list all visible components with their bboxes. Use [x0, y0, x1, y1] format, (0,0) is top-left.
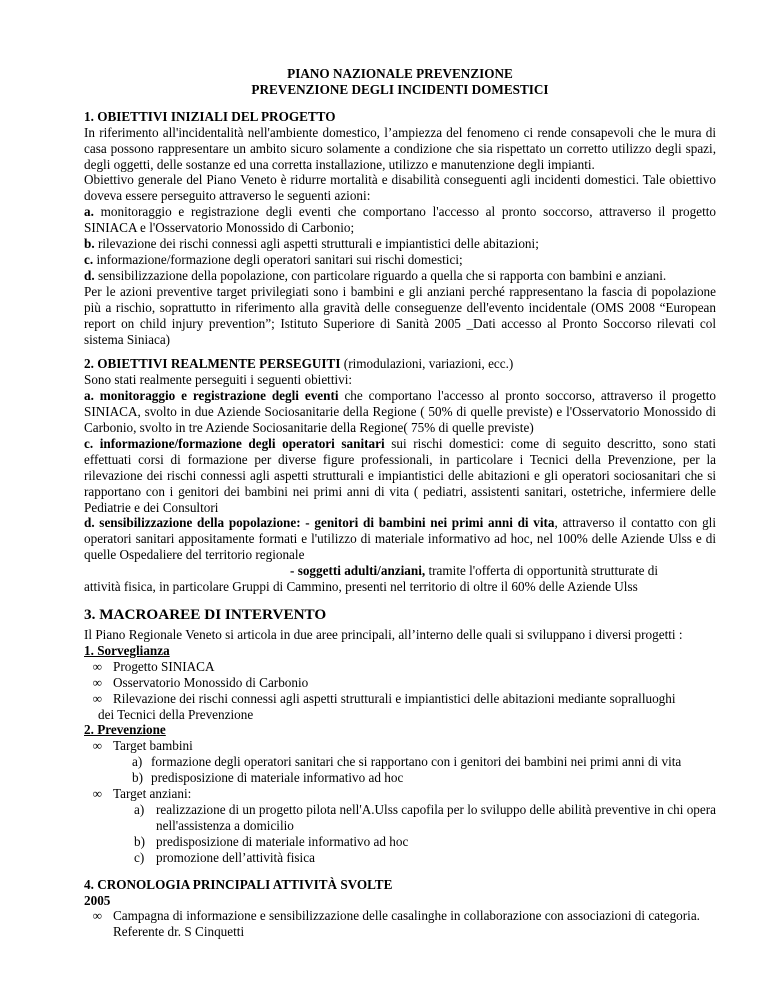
area1-heading: 1. Sorveglianza	[84, 642, 170, 658]
section4-year: 2005	[84, 892, 111, 908]
target-anziani-item-c	[134, 850, 716, 866]
objective-c-bold: c. informazione/formazione degli operatori sanitari	[84, 435, 385, 451]
target-bambini	[84, 738, 716, 754]
section2-objective-a	[84, 388, 716, 436]
action-b-label: b.	[84, 236, 95, 252]
section2-adulti-cont: attività fisica, in particolare Gruppi di Cammino, presenti nel territorio di oltre il 60% delle Aziende Ulss	[84, 579, 638, 595]
action-d-label: d.	[84, 267, 95, 283]
area1-item-text: Osservatorio Monossido di Carbonio	[113, 674, 309, 690]
target-anziani-item-b	[134, 834, 716, 850]
area1-item-rilevazione	[84, 691, 716, 707]
section2-heading: 2. OBIETTIVI REALMENTE PERSEGUITI	[84, 356, 341, 372]
section2-objective-c	[84, 436, 716, 516]
section2-intro: Sono stati realmente perseguiti i seguenti obiettivi:	[84, 372, 353, 388]
adulti-text: tramite l'offerta di opportunità strutturate di	[425, 563, 659, 579]
area1-item-text: Progetto SINIACA	[113, 658, 215, 674]
target-anziani	[84, 786, 716, 802]
item-label: a)	[134, 801, 145, 817]
area1-item-siniaca	[84, 659, 716, 675]
section1-paragraph2: Obiettivo generale del Piano Veneto è ridurre mortalità e disabilità conseguenti agli incidenti domestici. Tale obiettivo doveva essere perseguito attraverso le seguenti azioni:	[84, 172, 716, 204]
section1-heading: 1. OBIETTIVI INIZIALI DEL PROGETTO	[84, 108, 336, 124]
item-label: c)	[134, 849, 145, 865]
objective-a-bold: a. monitoraggio e registrazione degli eventi	[84, 388, 339, 404]
infinity-bullet-icon: ∞	[92, 690, 102, 706]
action-b-text: rilevazione dei rischi connessi agli aspetti strutturali e impiantistici delle abitazioni;	[94, 236, 539, 252]
action-d-text: sensibilizzazione della popolazione, con particolare riguardo a quella che si rapporta con bambini e anziani.	[94, 267, 667, 283]
item-text: predisposizione di materiale informativo ad hoc	[156, 833, 409, 849]
objective-a-text: che comportano l'accesso al pronto soccorso, attraverso il progetto SINIACA, svolto in due Aziende Sociosanitarie della Regione ( 50% di quelle previste) e l'Osservatorio Monossido di Carbonio, svolto in tre Aziende Sociosanitarie della Regione( 75% di quelle previste)	[84, 388, 716, 436]
area1-item-osservatorio	[84, 675, 716, 691]
target-bambini-item-b	[132, 770, 716, 786]
section1-action-d	[84, 268, 716, 284]
action-a-text: monitoraggio e registrazione degli eventi che comportano l'accesso al pronto soccorso, attraverso il progetto SINIACA e l'Osservatorio Monossido di Carbonio;	[84, 204, 716, 236]
doc-title-line1: PIANO NAZIONALE PREVENZIONE	[287, 66, 513, 81]
infinity-bullet-icon: ∞	[92, 786, 102, 802]
target-anziani-label: Target anziani:	[113, 786, 192, 802]
item-text: formazione degli operatori sanitari che si rapportano con i genitori dei bambini nei primi anni di vita	[151, 754, 682, 770]
action-c-label: c.	[84, 251, 94, 267]
document-content	[84, 66, 716, 940]
area2-heading: 2. Prevenzione	[84, 722, 166, 738]
section1-action-b	[84, 236, 716, 252]
section4-item1	[84, 908, 716, 940]
item-text: predisposizione di materiale informativo ad hoc	[151, 770, 404, 786]
section2-heading-line	[84, 356, 716, 372]
section2-objective-d	[84, 515, 716, 563]
section1-paragraph1: In riferimento all'incidentalità nell'ambiente domestico, l’ampiezza del fenomeno ci rende consapevoli che le mura di casa possono rappresentare un ambito sicuro solamente a condizione che sia rispettato un corretto utilizzo degli spazi, degli oggetti, delle sostanze ed una corretta installazione, utilizzo e manutenzione degli impianti.	[84, 124, 716, 172]
objective-d-text: , attraverso il contatto con gli operatori sanitari appositamente formati e l'utilizzo di materiale informativo ad hoc, nel 100% delle Aziende Ulss e di quelle Ospedaliere del territorio regionale	[84, 515, 716, 563]
section1-paragraph3: Per le azioni preventive target privilegiati sono i bambini e gli anziani perché rappresentano la fascia di popolazione più a rischio, soprattutto in riferimento alla gravità delle conseguenze dell'evento incidentale (OMS 2008 “European report on child injury prevention”; Istituto Superiore di Sanità 2005 _Dati accesso al Pronto Soccorso rilevati col sistema Siniaca)	[84, 283, 716, 347]
infinity-bullet-icon: ∞	[92, 738, 102, 754]
section4-heading: 4. CRONOLOGIA PRINCIPALI ATTIVITÀ SVOLTE	[84, 876, 393, 892]
objective-c-text: sui rischi domestici: come di seguito descritto, sono stati effettuati corsi di formazione per diverse figure professionali, in particolare i Tecnici della Prevenzione, per la rilevazione dei rischi connessi agli aspetti strutturali e impiantistici delle abitazioni e gli operatori sociosanitari che si rapportano con i genitori dei bambini nei primi anni di vita ( pediatri, assistenti sanitari, ostetriche, infermiere delle Pediatrie e dei Consultori	[84, 435, 716, 515]
item-label: a)	[132, 754, 143, 770]
adulti-bold: - soggetti adulti/anziani,	[290, 563, 426, 579]
item-text: realizzazione di un progetto pilota nell'A.Ulss capofila per lo sviluppo delle abilità preventive in chi opera nell'assistenza a domicilio	[156, 801, 716, 833]
section3-heading: 3. MACROAREE DI INTERVENTO	[84, 606, 327, 623]
target-bambini-item-a	[132, 754, 716, 770]
item-text: promozione dell’attività fisica	[156, 849, 315, 865]
target-bambini-label: Target bambini	[113, 738, 193, 754]
section1-action-a	[84, 204, 716, 236]
infinity-bullet-icon: ∞	[92, 658, 102, 674]
section4-item1-text: Campagna di informazione e sensibilizzazione delle casalinghe in collaborazione con associazioni di categoria. Referente dr. S Cinquetti	[113, 908, 700, 940]
section3-intro: Il Piano Regionale Veneto si articola in due aree principali, all’interno delle quali si sviluppano i diversi progetti :	[84, 627, 683, 642]
item-label: b)	[134, 833, 145, 849]
infinity-bullet-icon: ∞	[92, 674, 102, 690]
section2-adulti-line	[84, 563, 716, 579]
target-anziani-item-a	[134, 802, 716, 834]
section1-action-c	[84, 252, 716, 268]
objective-d-bold: d. sensibilizzazione della popolazione: - genitori di bambini nei primi anni di vita	[84, 515, 555, 531]
item-label: b)	[132, 770, 143, 786]
action-a-label: a.	[84, 204, 94, 220]
area1-item-text: Rilevazione dei rischi connessi agli aspetti strutturali e impiantistici delle abitazioni mediante sopralluoghi	[113, 690, 676, 706]
doc-title-line2: PREVENZIONE DEGLI INCIDENTI DOMESTICI	[251, 81, 549, 97]
action-c-text: informazione/formazione degli operatori sanitari sui rischi domestici;	[93, 251, 463, 267]
area1-item-rilevazione-cont: dei Tecnici della Prevenzione	[98, 706, 254, 722]
infinity-bullet-icon: ∞	[92, 908, 102, 924]
section2-heading-note: (rimodulazioni, variazioni, ecc.)	[340, 356, 514, 372]
